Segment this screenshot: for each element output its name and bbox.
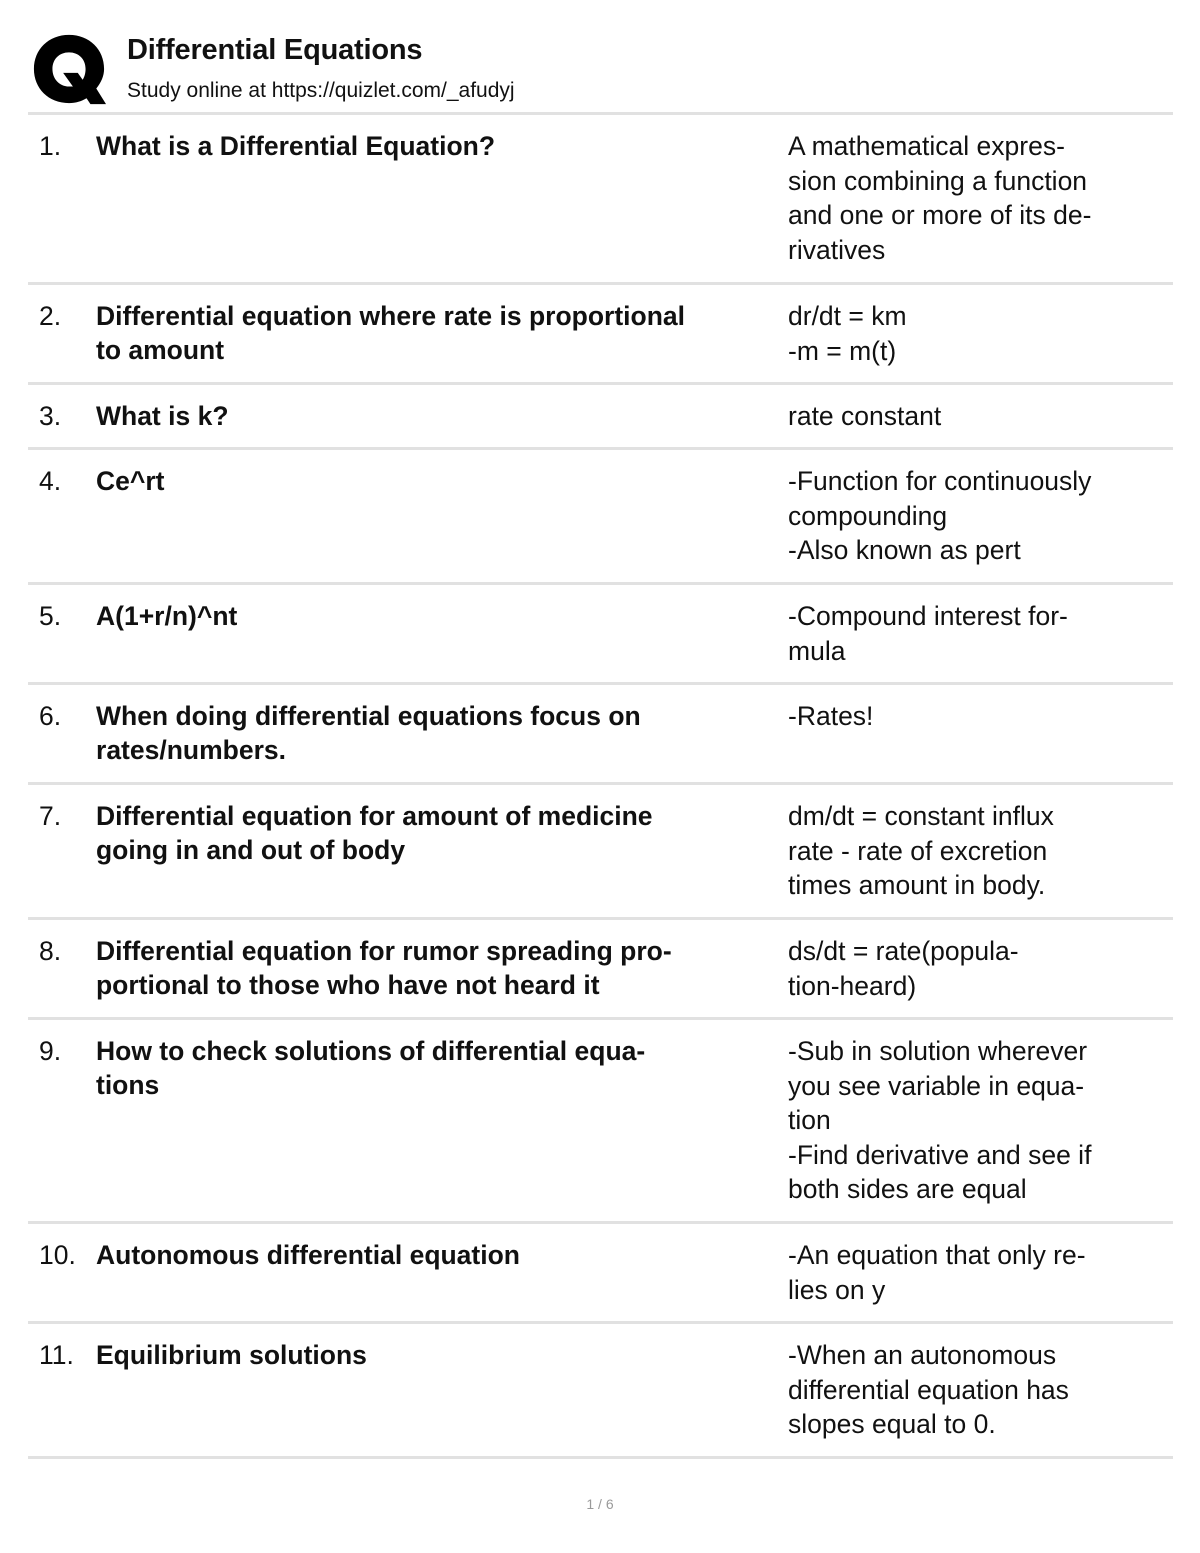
card-definition: [788, 299, 1173, 368]
card-term: [96, 1338, 786, 1372]
card-definition: [788, 934, 1173, 1003]
card-number: 11.: [39, 1340, 74, 1370]
term-line: portional to those who have not heard it: [96, 970, 600, 1000]
card-row: [28, 785, 1173, 920]
definition-line: dm/dt = constant influx: [788, 801, 1054, 831]
definition-line: -Also known as pert: [788, 535, 1021, 565]
definition-line: rivatives: [788, 234, 886, 265]
term-line: rates/numbers.: [96, 735, 286, 765]
card-row: [28, 920, 1173, 1020]
term-line: Differential equation for rumor spreading pro-: [96, 936, 672, 966]
card-definition: [788, 1034, 1173, 1207]
card-number: 8.: [39, 936, 62, 966]
card-row: [28, 685, 1173, 785]
flashcard-list: [28, 112, 1173, 1459]
definition-line: differential equation has: [788, 1374, 1069, 1405]
page-header: [28, 28, 1173, 112]
card-number: 5.: [39, 601, 62, 631]
definition-line: tion: [788, 1105, 831, 1135]
definition-line: mula: [788, 635, 846, 666]
term-line: tions: [96, 1070, 160, 1100]
card-number: 4.: [39, 466, 62, 496]
card-number: 3.: [39, 401, 62, 431]
definition-line: -Sub in solution wherever: [788, 1036, 1088, 1066]
page-title: Differential Equations: [127, 34, 423, 66]
term-line: Ce^rt: [96, 466, 165, 496]
card-term: [96, 464, 786, 498]
card-row: [28, 1020, 1173, 1224]
definition-line: A mathematical expres-: [788, 131, 1065, 161]
card-row: [28, 115, 1173, 285]
card-term: [96, 399, 786, 433]
card-number: 7.: [39, 801, 62, 831]
term-line: How to check solutions of differential equa-: [96, 1036, 646, 1066]
definition-line: both sides are equal: [788, 1174, 1027, 1204]
card-definition: [788, 399, 1173, 434]
definition-line: -An equation that only re-: [788, 1240, 1086, 1270]
definition-line: and one or more of its de-: [788, 200, 1092, 230]
term-line: Differential equation where rate is proportional: [96, 301, 685, 331]
term-line: When doing differential equations focus on: [96, 701, 641, 731]
card-definition: [788, 799, 1173, 903]
definition-line: sion combining a function: [788, 165, 1088, 196]
card-term: [96, 129, 786, 163]
card-definition: [788, 699, 1173, 734]
card-row: [28, 1224, 1173, 1324]
card-row: [28, 385, 1173, 450]
term-line: Equilibrium solutions: [96, 1340, 367, 1370]
definition-line: -Rates!: [788, 701, 874, 731]
card-number: 6.: [39, 701, 62, 731]
card-row: [28, 450, 1173, 585]
definition-line: times amount in body.: [788, 870, 1046, 900]
card-term: [96, 799, 786, 867]
term-line: What is k?: [96, 401, 229, 431]
definition-line: -Compound interest for-: [788, 601, 1068, 631]
card-term: [96, 299, 786, 367]
term-line: Autonomous differential equation: [96, 1240, 520, 1270]
card-term: [96, 934, 786, 1002]
definition-line: rate - rate of excretion: [788, 835, 1048, 866]
card-term: [96, 1034, 786, 1102]
card-definition: [788, 464, 1173, 568]
card-term: [96, 599, 786, 633]
card-definition: [788, 129, 1173, 267]
definition-line: you see variable in equa-: [788, 1070, 1085, 1101]
definition-line: -m = m(t): [788, 335, 897, 366]
term-line: A(1+r/n)^nt: [96, 601, 238, 631]
study-online-link[interactable]: Study online at https://quizlet.com/_afudyj: [127, 79, 515, 102]
card-row: [28, 285, 1173, 385]
card-term: [96, 699, 786, 767]
definition-line: dr/dt = km: [788, 301, 907, 331]
term-line: What is a Differential Equation?: [96, 131, 496, 161]
card-number: 2.: [39, 301, 62, 331]
card-number: 10.: [39, 1240, 76, 1270]
quizlet-logo-icon: [30, 31, 108, 107]
definition-line: -When an autonomous: [788, 1340, 1057, 1370]
card-number: 1.: [39, 131, 62, 161]
card-row: [28, 585, 1173, 685]
definition-line: -Find derivative and see if: [788, 1139, 1092, 1170]
definition-line: lies on y: [788, 1274, 886, 1305]
card-definition: [788, 1238, 1173, 1307]
card-number: 9.: [39, 1036, 62, 1066]
definition-line: -Function for continuously: [788, 466, 1092, 496]
definition-line: compounding: [788, 500, 948, 531]
definition-line: rate constant: [788, 401, 942, 431]
term-line: going in and out of body: [96, 835, 406, 865]
definition-line: slopes equal to 0.: [788, 1409, 996, 1439]
card-row: [28, 1324, 1173, 1459]
definition-line: ds/dt = rate(popula-: [788, 936, 1019, 966]
term-line: to amount: [96, 335, 225, 365]
card-term: [96, 1238, 786, 1272]
page-number: 1 / 6: [586, 1496, 614, 1512]
card-definition: [788, 599, 1173, 668]
term-line: Differential equation for amount of medicine: [96, 801, 653, 831]
card-definition: [788, 1338, 1173, 1442]
definition-line: tion-heard): [788, 970, 917, 1001]
